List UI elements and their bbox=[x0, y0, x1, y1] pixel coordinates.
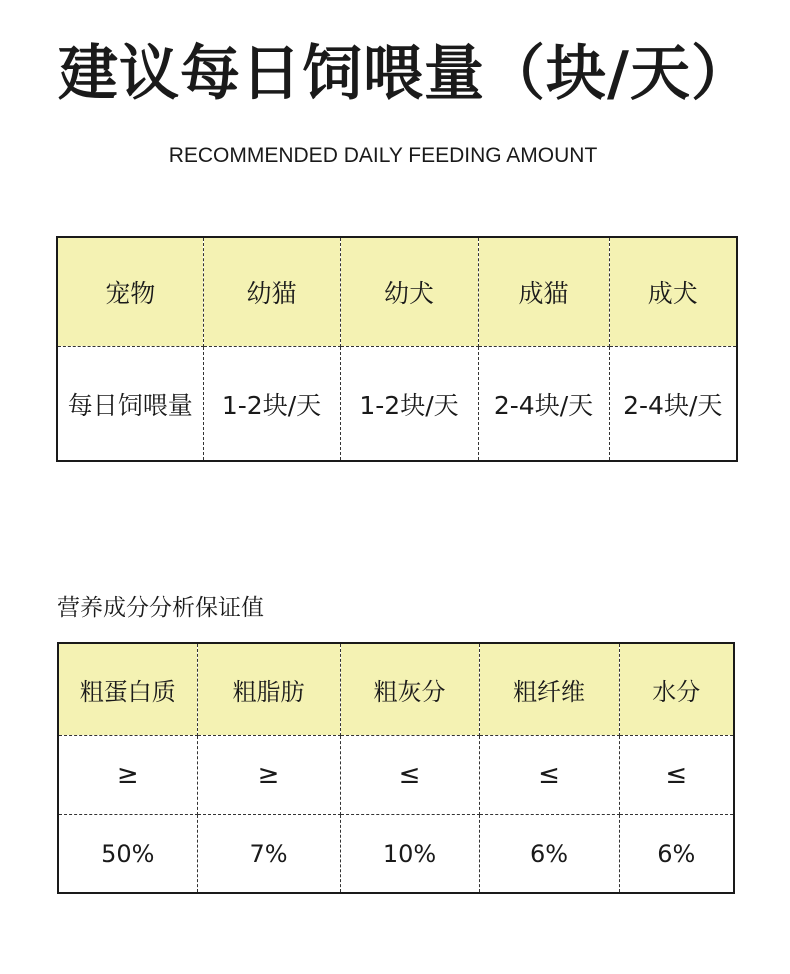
amount-cell-adult-dog: 2-4块/天 bbox=[623, 390, 723, 420]
nutrition-symbol-row bbox=[58, 736, 734, 815]
header-cell-adult-dog: 成犬 bbox=[609, 237, 737, 347]
feeding-header-row bbox=[57, 237, 737, 347]
value-cell-crude-protein: 50% bbox=[58, 815, 197, 894]
page-subtitle: RECOMMENDED DAILY FEEDING AMOUNT bbox=[168, 144, 598, 167]
amount-cell-kitten: 1-2块/天 bbox=[203, 347, 340, 462]
header-cell-puppy: 幼犬 bbox=[340, 237, 478, 347]
value-cell-crude-ash: 10% bbox=[340, 815, 479, 894]
value-cell-crude-fiber: 6% bbox=[479, 815, 619, 894]
symbol-cell-moisture: ≤ bbox=[619, 736, 734, 815]
header-cell-kitten: 幼猫 bbox=[203, 237, 340, 347]
header-cell-moisture: 水分 bbox=[619, 643, 734, 736]
header-cell-crude-fat: 粗脂肪 bbox=[197, 643, 340, 736]
page-title: 建议每日饲喂量（块/天） bbox=[58, 39, 752, 109]
nutrition-value-row bbox=[58, 815, 734, 894]
header-cell-adult-cat: 成猫 bbox=[478, 237, 609, 347]
value-cell-moisture: 6% bbox=[657, 839, 696, 868]
nutrition-header-row bbox=[58, 643, 734, 736]
nutrition-section-label: 营养成分分析保证值 bbox=[57, 595, 264, 621]
value-cell-crude-fat: 7% bbox=[197, 815, 340, 894]
symbol-cell-crude-protein: ≥ bbox=[58, 736, 197, 815]
amount-cell-adult-cat: 2-4块/天 bbox=[478, 347, 609, 462]
symbol-cell-crude-fiber: ≤ bbox=[479, 736, 619, 815]
header-cell-crude-fiber: 粗纤维 bbox=[479, 643, 619, 736]
header-cell-pet: 宠物 bbox=[57, 237, 203, 347]
symbol-cell-crude-fat: ≥ bbox=[197, 736, 340, 815]
nutrition-analysis-table bbox=[57, 642, 735, 894]
feeding-amount-row bbox=[57, 347, 737, 462]
row-label-daily-amount: 每日饲喂量 bbox=[57, 347, 203, 462]
symbol-cell-crude-ash: ≤ bbox=[340, 736, 479, 815]
header-cell-crude-ash: 粗灰分 bbox=[340, 643, 479, 736]
header-cell-crude-protein: 粗蛋白质 bbox=[58, 643, 197, 736]
amount-cell-puppy: 1-2块/天 bbox=[340, 347, 478, 462]
feeding-amount-table bbox=[56, 236, 738, 462]
